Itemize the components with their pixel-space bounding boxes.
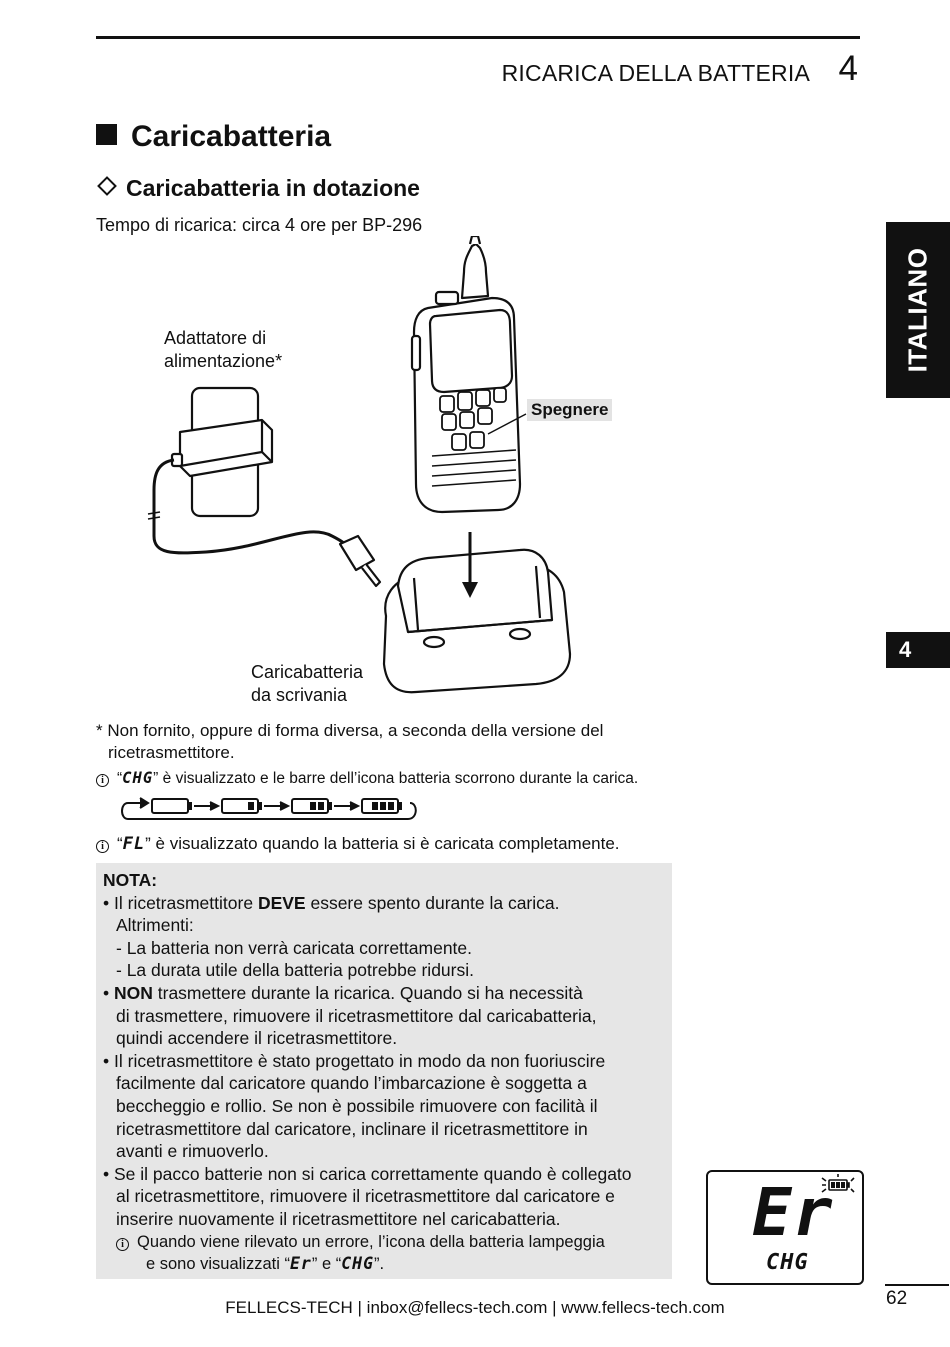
language-tab: [886, 222, 950, 398]
adapter-label-1: Adattatore di: [164, 328, 267, 348]
info-icon: i: [116, 1238, 129, 1251]
header-title: RICARICA DELLA BATTERIA: [501, 60, 810, 86]
header-chapter-number: 4: [838, 49, 858, 88]
note-text: Il ricetrasmettitore è stato progettato in modo da non fuoriuscire: [114, 1050, 606, 1071]
lcd-big-text: Er: [752, 1174, 834, 1251]
note-text: ” e “: [311, 1255, 342, 1274]
fl-info-line: [96, 834, 620, 854]
section-title: [96, 120, 331, 154]
note-info-line-2: [103, 1253, 668, 1276]
fl-code: FL: [122, 834, 146, 854]
chg-code: CHG: [341, 1254, 375, 1274]
note-text: Se il pacco batterie non si carica correttamente quando è collegato: [114, 1163, 632, 1184]
chg-info-line: [96, 769, 638, 788]
charger-label-1: Caricabatteria: [251, 662, 364, 682]
section-subtitle-text: Caricabatteria in dotazione: [126, 175, 420, 201]
note-bullet-2: • NON trasmettere durante la ricarica. Quando si ha necessità: [103, 982, 583, 1003]
note-bullet-3-line-3: beccheggio e rollio. Se non è possibile rimuovere con facilità il: [116, 1095, 598, 1116]
footnote-line-2: ricetrasmettitore.: [108, 743, 235, 762]
page-number: 62: [886, 1288, 908, 1309]
note-text: essere spento durante la carica.: [305, 892, 560, 913]
section-title-text: Caricabatteria: [131, 120, 332, 153]
note-bullet-3-line-4: ricetrasmettitore dal caricatore, inclinare il ricetrasmettitore in: [116, 1118, 588, 1139]
note-title: NOTA:: [103, 870, 158, 890]
footnote-line-1: * Non fornito, oppure di forma diversa, a seconda della versione del: [96, 721, 604, 740]
info-icon: i: [96, 774, 109, 787]
page-number-rule: [885, 1284, 949, 1286]
note-bullet-4: • Se il pacco batterie non si carica correttamente quando è collegato: [103, 1163, 632, 1184]
section-subtitle: [96, 175, 420, 202]
note-sub-item-1: - La batteria non verrà caricata correttamente.: [116, 937, 473, 958]
note-sub-item-2: - La durata utile della batteria potrebbe ridursi.: [116, 960, 474, 981]
note-bullet-2-line-3: quindi accendere il ricetrasmettitore.: [116, 1028, 398, 1049]
er-code: Er: [289, 1254, 312, 1274]
quote-open: “: [117, 834, 123, 853]
note-text: ”.: [374, 1255, 385, 1274]
note-bold: NON: [114, 982, 153, 1003]
note-bullet-1-line-2: Altrimenti:: [116, 915, 194, 936]
chapter-tab-label: 4: [899, 637, 912, 662]
note-text: Quando viene rilevato un errore, l’icona della batteria lampeggia: [137, 1232, 605, 1251]
battery-sequence-diagram: [118, 795, 424, 827]
note-bullet-2-line-2: di trasmettere, rimuovere il ricetrasmettitore dal caricabatteria,: [116, 1005, 597, 1026]
antenna: [462, 244, 488, 298]
charger-illustration: [96, 236, 656, 716]
dc-plug: [340, 536, 374, 570]
header-rule: [96, 36, 860, 39]
note-text: trasmettere durante la ricarica. Quando si ha necessità: [152, 982, 583, 1003]
language-tab-label: ITALIANO: [902, 247, 933, 373]
footer-text: FELLECS-TECH | inbox@fellecs-tech.com | www.fellecs-tech.com: [225, 1298, 725, 1317]
quote-open: “: [117, 770, 123, 787]
chg-text: ” è visualizzato e le barre dell’icona batteria scorrono durante la carica.: [153, 770, 639, 787]
charger-label-2: da scrivania: [251, 685, 348, 705]
note-bullet-3-line-5: avanti e rimuoverlo.: [116, 1141, 269, 1162]
note-info-line-1: [103, 1231, 668, 1254]
note-bullet-3-line-2: facilmente dal caricatore quando l’imbarcazione è soggetta a: [116, 1073, 587, 1094]
diamond-bullet-icon: [97, 176, 117, 196]
lcd-display: [706, 1170, 864, 1285]
spegnere-label: Spegnere: [527, 399, 612, 421]
note-bullet-4-line-2: al ricetrasmettitore, rimuovere il ricetrasmettitore dal caricatore e: [116, 1186, 615, 1207]
note-bullet-1: • Il ricetrasmettitore DEVE essere spento durante la carica.: [103, 892, 560, 913]
note-bold: DEVE: [257, 892, 306, 913]
charge-time-text: Tempo di ricarica: circa 4 ore per BP-296: [96, 215, 423, 235]
info-icon: i: [96, 840, 109, 853]
lcd-small-text: CHG: [766, 1250, 809, 1275]
chapter-tab: [886, 632, 950, 668]
chg-code: CHG: [122, 769, 154, 787]
adapter-label-2: alimentazione*: [164, 351, 283, 371]
note-text: e sono visualizzati “: [146, 1255, 290, 1274]
note-bullet-3: • Il ricetrasmettitore è stato progettato in modo da non fuoriuscire: [103, 1050, 606, 1071]
square-bullet-icon: [96, 124, 117, 145]
note-box: [96, 863, 672, 1279]
fl-text: ” è visualizzato quando la batteria si è caricata completamente.: [145, 834, 620, 853]
note-text: Il ricetrasmettitore: [114, 892, 258, 913]
note-content: [103, 869, 668, 1276]
note-bullet-4-line-3: inserire nuovamente il ricetrasmettitore nel caricabatteria.: [116, 1208, 561, 1229]
